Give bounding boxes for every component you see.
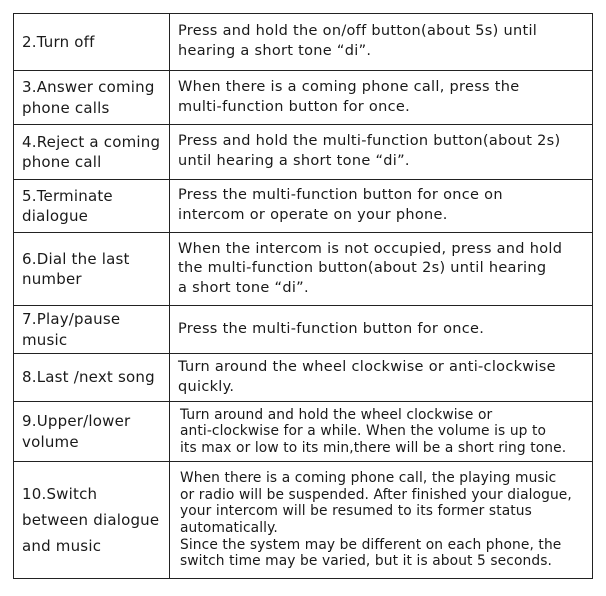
description-line: Press and hold the on/off button(about 5s) until: [178, 23, 538, 40]
function-cell: [14, 462, 170, 579]
description-cell: [170, 354, 593, 402]
function-line: phone calls: [22, 98, 110, 117]
table-row: [14, 180, 593, 233]
table-row: [14, 125, 593, 180]
description-cell: [170, 180, 593, 233]
description-line: the multi-function button(about 2s) until hearing: [178, 260, 547, 277]
function-line: and music: [22, 537, 102, 556]
table-row: [14, 306, 593, 354]
function-cell: [14, 354, 170, 402]
description-line: a short tone “di”.: [178, 279, 309, 296]
function-line: 9.Upper/lower: [22, 411, 131, 430]
description-line: Since the system may be different on each phone, the: [180, 536, 562, 553]
description-cell: [170, 402, 593, 462]
table-row: [14, 402, 593, 462]
function-line: 2.Turn off: [22, 32, 95, 51]
function-cell: [14, 306, 170, 354]
function-line: number: [22, 270, 82, 288]
description-line: your intercom will be resumed to its former status: [180, 503, 532, 520]
description-line: intercom or operate on your phone.: [178, 207, 448, 223]
description-line: anti-clockwise for a while. When the volume is up to: [180, 423, 547, 440]
function-line: music: [22, 330, 68, 349]
description-line: When there is a coming phone call, the playing music: [180, 470, 557, 487]
table-row: [14, 71, 593, 125]
description-line: Press and hold the multi-function button(about 2s): [178, 133, 561, 150]
function-line: 6.Dial the last: [22, 249, 130, 268]
description-line: or radio will be suspended. After finished your dialogue,: [180, 486, 572, 503]
description-line: Turn around and hold the wheel clockwise or: [180, 406, 493, 423]
description-line: Turn around the wheel clockwise or anti-clockwise: [178, 358, 556, 375]
table-row: [14, 354, 593, 402]
description-line: Press the multi-function button for once.: [178, 320, 485, 337]
function-cell: [14, 402, 170, 462]
description-line: switch time may be varied, but it is about 5 seconds.: [180, 553, 552, 570]
function-line: 3.Answer coming: [22, 78, 155, 97]
description-cell: [170, 306, 593, 354]
description-cell: [170, 71, 593, 125]
function-line: 4.Reject a coming: [22, 132, 161, 151]
function-cell: [14, 233, 170, 306]
function-line: between dialogue: [22, 510, 160, 529]
function-cell: [14, 71, 170, 125]
function-line: 10.Switch: [22, 484, 98, 503]
function-line: 5.Terminate: [22, 186, 113, 205]
description-line: hearing a short tone “di”.: [178, 43, 372, 59]
function-line: 7.Play/pause: [22, 310, 121, 329]
description-line: quickly.: [178, 378, 235, 395]
table-row: [14, 233, 593, 306]
function-cell: [14, 14, 170, 71]
description-cell: [170, 233, 593, 306]
description-line: When the intercom is not occupied, press and hold: [178, 240, 563, 257]
function-line: 8.Last /next song: [22, 368, 155, 387]
table-row: [14, 14, 593, 71]
description-line: Press the multi-function button for once on: [178, 187, 503, 204]
description-line: automatically.: [180, 520, 278, 536]
function-line: dialogue: [22, 207, 89, 225]
description-line: multi-function button for once.: [178, 98, 410, 115]
description-cell: [170, 462, 593, 579]
description-line: When there is a coming phone call, press the: [178, 78, 520, 95]
function-cell: [14, 180, 170, 233]
function-line: phone call: [22, 153, 102, 171]
description-line: its max or low to its min,there will be a short ring tone.: [180, 439, 567, 456]
description-line: until hearing a short tone “di”.: [178, 153, 410, 169]
function-line: volume: [22, 432, 79, 451]
table-row: [14, 462, 593, 579]
instruction-table: [13, 13, 593, 579]
description-cell: [170, 14, 593, 71]
function-cell: [14, 125, 170, 180]
description-cell: [170, 125, 593, 180]
